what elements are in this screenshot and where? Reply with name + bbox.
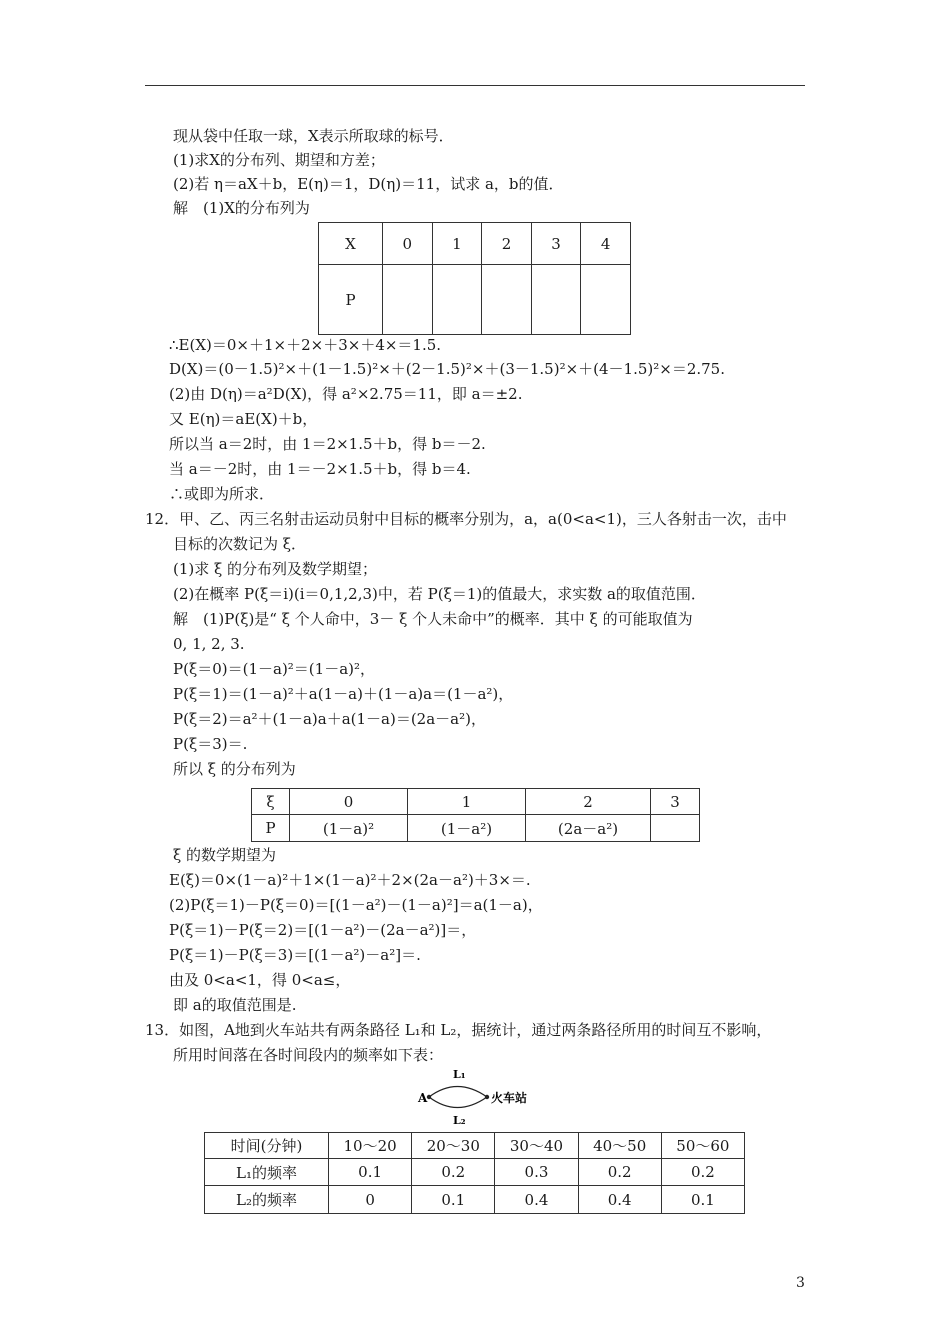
table-cell: P xyxy=(319,265,383,335)
text-line: P(ξ＝0)＝(1－a)²＝(1－a)²， xyxy=(173,660,376,678)
table-cell: X xyxy=(319,223,383,265)
table-cell xyxy=(383,265,433,335)
text-line: 所用时间落在各时间段内的频率如下表： xyxy=(173,1046,444,1064)
text-line: (2)在概率 P(ξ＝i)(i＝0,1,2,3)中，若 P(ξ＝1)的值最大，求实数 a的取值范围． xyxy=(173,585,706,603)
text-line: (1)求 ξ 的分布列及数学期望； xyxy=(173,560,378,578)
distribution-table-x xyxy=(318,222,631,335)
table-cell xyxy=(432,265,482,335)
table-cell xyxy=(651,815,700,842)
point-a-dot xyxy=(427,1095,431,1099)
table-cell: 30～40 xyxy=(495,1133,578,1159)
station-label: 火车站 xyxy=(491,1091,528,1105)
table-cell: L₂的频率 xyxy=(205,1186,329,1214)
text-line: 目标的次数记为 ξ． xyxy=(173,535,307,553)
text-line: 当 a＝－2时，由 1＝－2×1.5＋b，得 b＝4. xyxy=(169,460,471,478)
table-cell: 0.4 xyxy=(578,1186,661,1214)
text-line: E(ξ)＝0×(1－a)²＋1×(1－a)²＋2×(2a－a²)＋3×＝. xyxy=(169,871,531,889)
point-a-label: A xyxy=(418,1091,428,1105)
text-line: P(ξ＝3)＝. xyxy=(173,735,248,753)
table-cell xyxy=(581,265,631,335)
distribution-table-xi xyxy=(251,788,700,842)
table-cell: (1－a)² xyxy=(290,815,408,842)
text-line: ∴或即为所求． xyxy=(169,485,275,503)
table-cell: P xyxy=(252,815,290,842)
path-l2-curve xyxy=(429,1097,487,1108)
table-cell: 0.4 xyxy=(495,1186,578,1214)
header-rule xyxy=(145,85,805,86)
table-cell: 0.1 xyxy=(412,1186,495,1214)
table-cell: 0 xyxy=(329,1186,412,1214)
text-line: 12．甲、乙、丙三名射击运动员射中目标的概率分别为，a，a(0<a<1)，三人各射击一次，击中 xyxy=(145,510,787,528)
text-line: P(ξ＝2)＝a²＋(1－a)a＋a(1－a)＝(2a－a²)， xyxy=(173,710,486,728)
table-cell: 0.2 xyxy=(578,1159,661,1186)
table-cell: ξ xyxy=(252,789,290,815)
table-cell: (2a－a²) xyxy=(526,815,651,842)
text-line: (1)求X的分布列、期望和方差； xyxy=(173,151,385,169)
table-cell xyxy=(531,265,581,335)
text-line: (2)若 η＝aX＋b，E(η)＝1，D(η)＝11，试求 a，b的值． xyxy=(173,175,564,193)
frequency-table xyxy=(204,1132,745,1214)
text-line: 解 (1)X的分布列为 xyxy=(173,199,310,217)
table-cell: 20～30 xyxy=(412,1133,495,1159)
table-cell: 50～60 xyxy=(661,1133,744,1159)
table-cell: L₁的频率 xyxy=(205,1159,329,1186)
station-dot xyxy=(485,1095,489,1099)
table-cell: 0.1 xyxy=(329,1159,412,1186)
table-cell: 0.2 xyxy=(412,1159,495,1186)
text-line: (2)由 D(η)＝a²D(X)，得 a²×2.75＝11，即 a＝±2. xyxy=(169,385,523,403)
text-line: (2)P(ξ＝1)－P(ξ＝0)＝[(1－a²)－(1－a)²]＝a(1－a)， xyxy=(169,896,543,914)
table-cell: 2 xyxy=(526,789,651,815)
text-line: P(ξ＝1)－P(ξ＝2)＝[(1－a²)－(2a－a²)]＝， xyxy=(169,921,477,939)
path-l1-label: L₁ xyxy=(453,1068,466,1081)
text-line: 所以当 a＝2时，由 1＝2×1.5＋b，得 b＝－2. xyxy=(169,435,486,453)
path-l2-label: L₂ xyxy=(453,1114,466,1127)
text-line: ξ 的数学期望为 xyxy=(173,846,277,864)
table-cell: 0.3 xyxy=(495,1159,578,1186)
table-cell xyxy=(482,265,532,335)
table-cell: 2 xyxy=(482,223,532,265)
table-cell: 1 xyxy=(408,789,526,815)
table-cell: 0.1 xyxy=(661,1186,744,1214)
route-diagram xyxy=(415,1068,545,1128)
table-cell: 3 xyxy=(531,223,581,265)
table-cell: 1 xyxy=(432,223,482,265)
text-line: 13．如图，A地到火车站共有两条路径 L₁和 L₂，据统计，通过两条路径所用的时间互不影响， xyxy=(145,1021,772,1039)
table-cell: 0 xyxy=(290,789,408,815)
table-cell: (1－a²) xyxy=(408,815,526,842)
text-line: P(ξ＝1)－P(ξ＝3)＝[(1－a²)－a²]＝. xyxy=(169,946,421,964)
text-line: 解 (1)P(ξ)是“ ξ 个人命中，3－ ξ 个人未命中”的概率．其中 ξ 的可能取值为 xyxy=(173,610,693,628)
table-cell: 4 xyxy=(581,223,631,265)
table-cell: 3 xyxy=(651,789,700,815)
text-line: 即 a的取值范围是. xyxy=(173,996,297,1014)
table-cell: 0.2 xyxy=(661,1159,744,1186)
table-cell: 0 xyxy=(383,223,433,265)
text-line: 又 E(η)＝aE(X)＋b， xyxy=(169,410,318,428)
path-l1-curve xyxy=(429,1087,487,1098)
table-cell: 时间(分钟) xyxy=(205,1133,329,1159)
text-line: D(X)＝(0－1.5)²×＋(1－1.5)²×＋(2－1.5)²×＋(3－1.5)²×＋(4－1.5)²×＝2.75. xyxy=(169,360,725,378)
table-cell: 40～50 xyxy=(578,1133,661,1159)
text-line: 由及 0<a<1，得 0<a≤， xyxy=(169,971,351,989)
table-cell: 10～20 xyxy=(329,1133,412,1159)
text-line: 所以 ξ 的分布列为 xyxy=(173,760,296,778)
text-line: ∴E(X)＝0×＋1×＋2×＋3×＋4×＝1.5. xyxy=(169,336,442,354)
text-line: 0, 1, 2, 3. xyxy=(173,635,245,653)
page-number: 3 xyxy=(796,1275,805,1291)
text-line: P(ξ＝1)＝(1－a)²＋a(1－a)＋(1－a)a＝(1－a²)， xyxy=(173,685,514,703)
text-line: 现从袋中任取一球，X表示所取球的标号． xyxy=(173,127,454,145)
